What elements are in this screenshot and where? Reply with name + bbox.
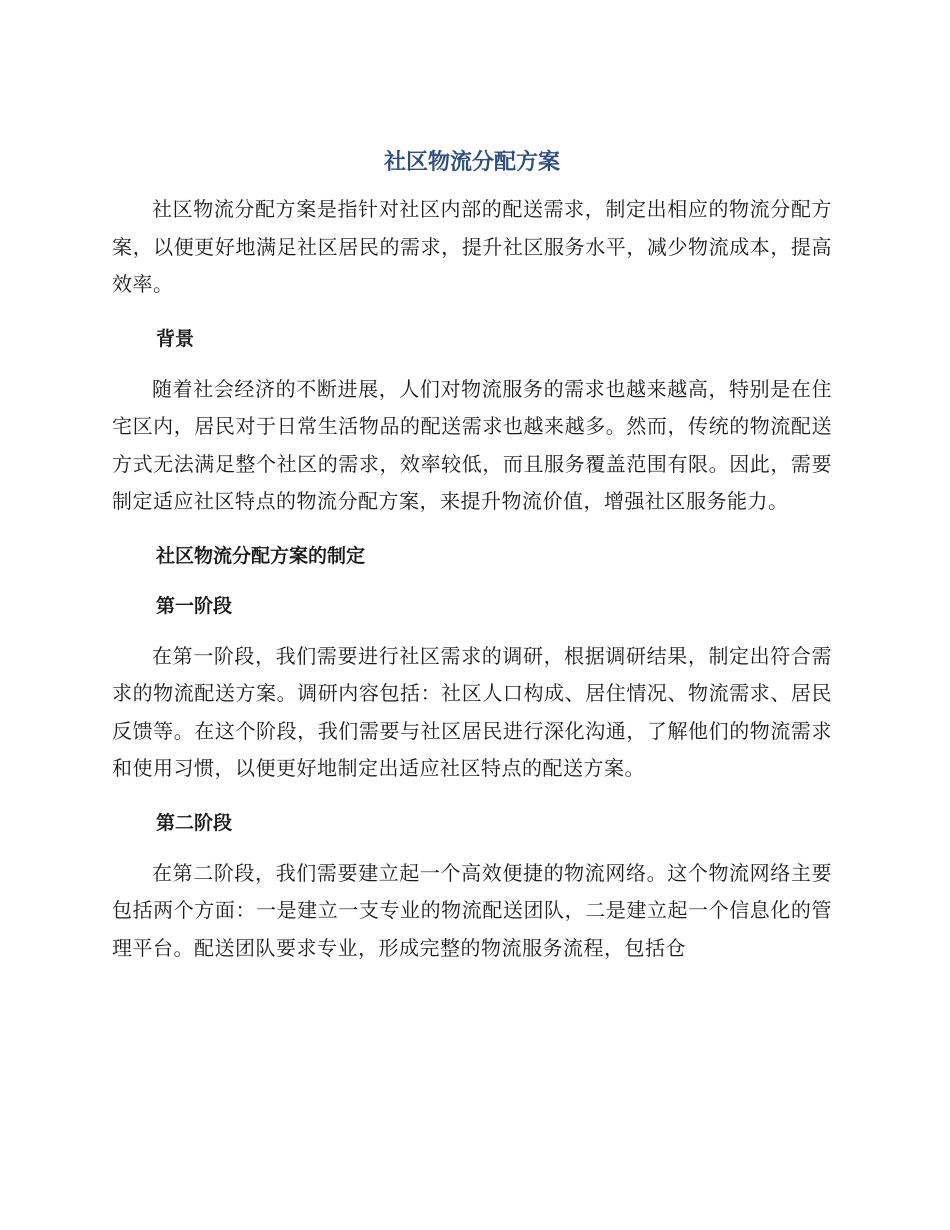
stage2-paragraph: 在第二阶段，我们需要建立起一个高效便捷的物流网络。这个物流网络主要包括两个方面：一是建立一支专业的物流配送团队，二是建立起一个信息化的管理平台。配送团队要求专业，形成完整的物流服务流程，包括仓	[112, 860, 832, 960]
stage1-paragraph: 在第一阶段，我们需要进行社区需求的调研，根据调研结果，制定出符合需求的物流配送方案。调研内容包括：社区人口构成、居住情况、物流需求、居民反馈等。在这个阶段，我们需要与社区居民进行深化沟通，了解他们的物流需求和使用习惯，以便更好地制定出适应社区特点的配送方案。	[112, 643, 832, 780]
stage1-heading: 第一阶段	[156, 594, 233, 617]
background-paragraph: 随着社会经济的不断进展，人们对物流服务的需求也越来越高，特别是在住宅区内，居民对于日常生活物品的配送需求也越来越多。然而，传统的物流配送方式无法满足整个社区的需求，效率较低，而且服务覆盖范围有限。因此，需要制定适应社区特点的物流分配方案，来提升物流价值，增强社区服务能力。	[112, 376, 832, 513]
background-heading: 背景	[156, 327, 195, 350]
document-title: 社区物流分配方案	[383, 150, 560, 175]
intro-paragraph: 社区物流分配方案是指针对社区内部的配送需求，制定出相应的物流分配方案，以便更好地满足社区居民的需求，提升社区服务水平，减少物流成本，提高效率。	[112, 197, 832, 296]
plan-heading: 社区物流分配方案的制定	[156, 544, 366, 567]
stage2-heading: 第二阶段	[156, 811, 233, 834]
document-page	[112, 145, 832, 967]
